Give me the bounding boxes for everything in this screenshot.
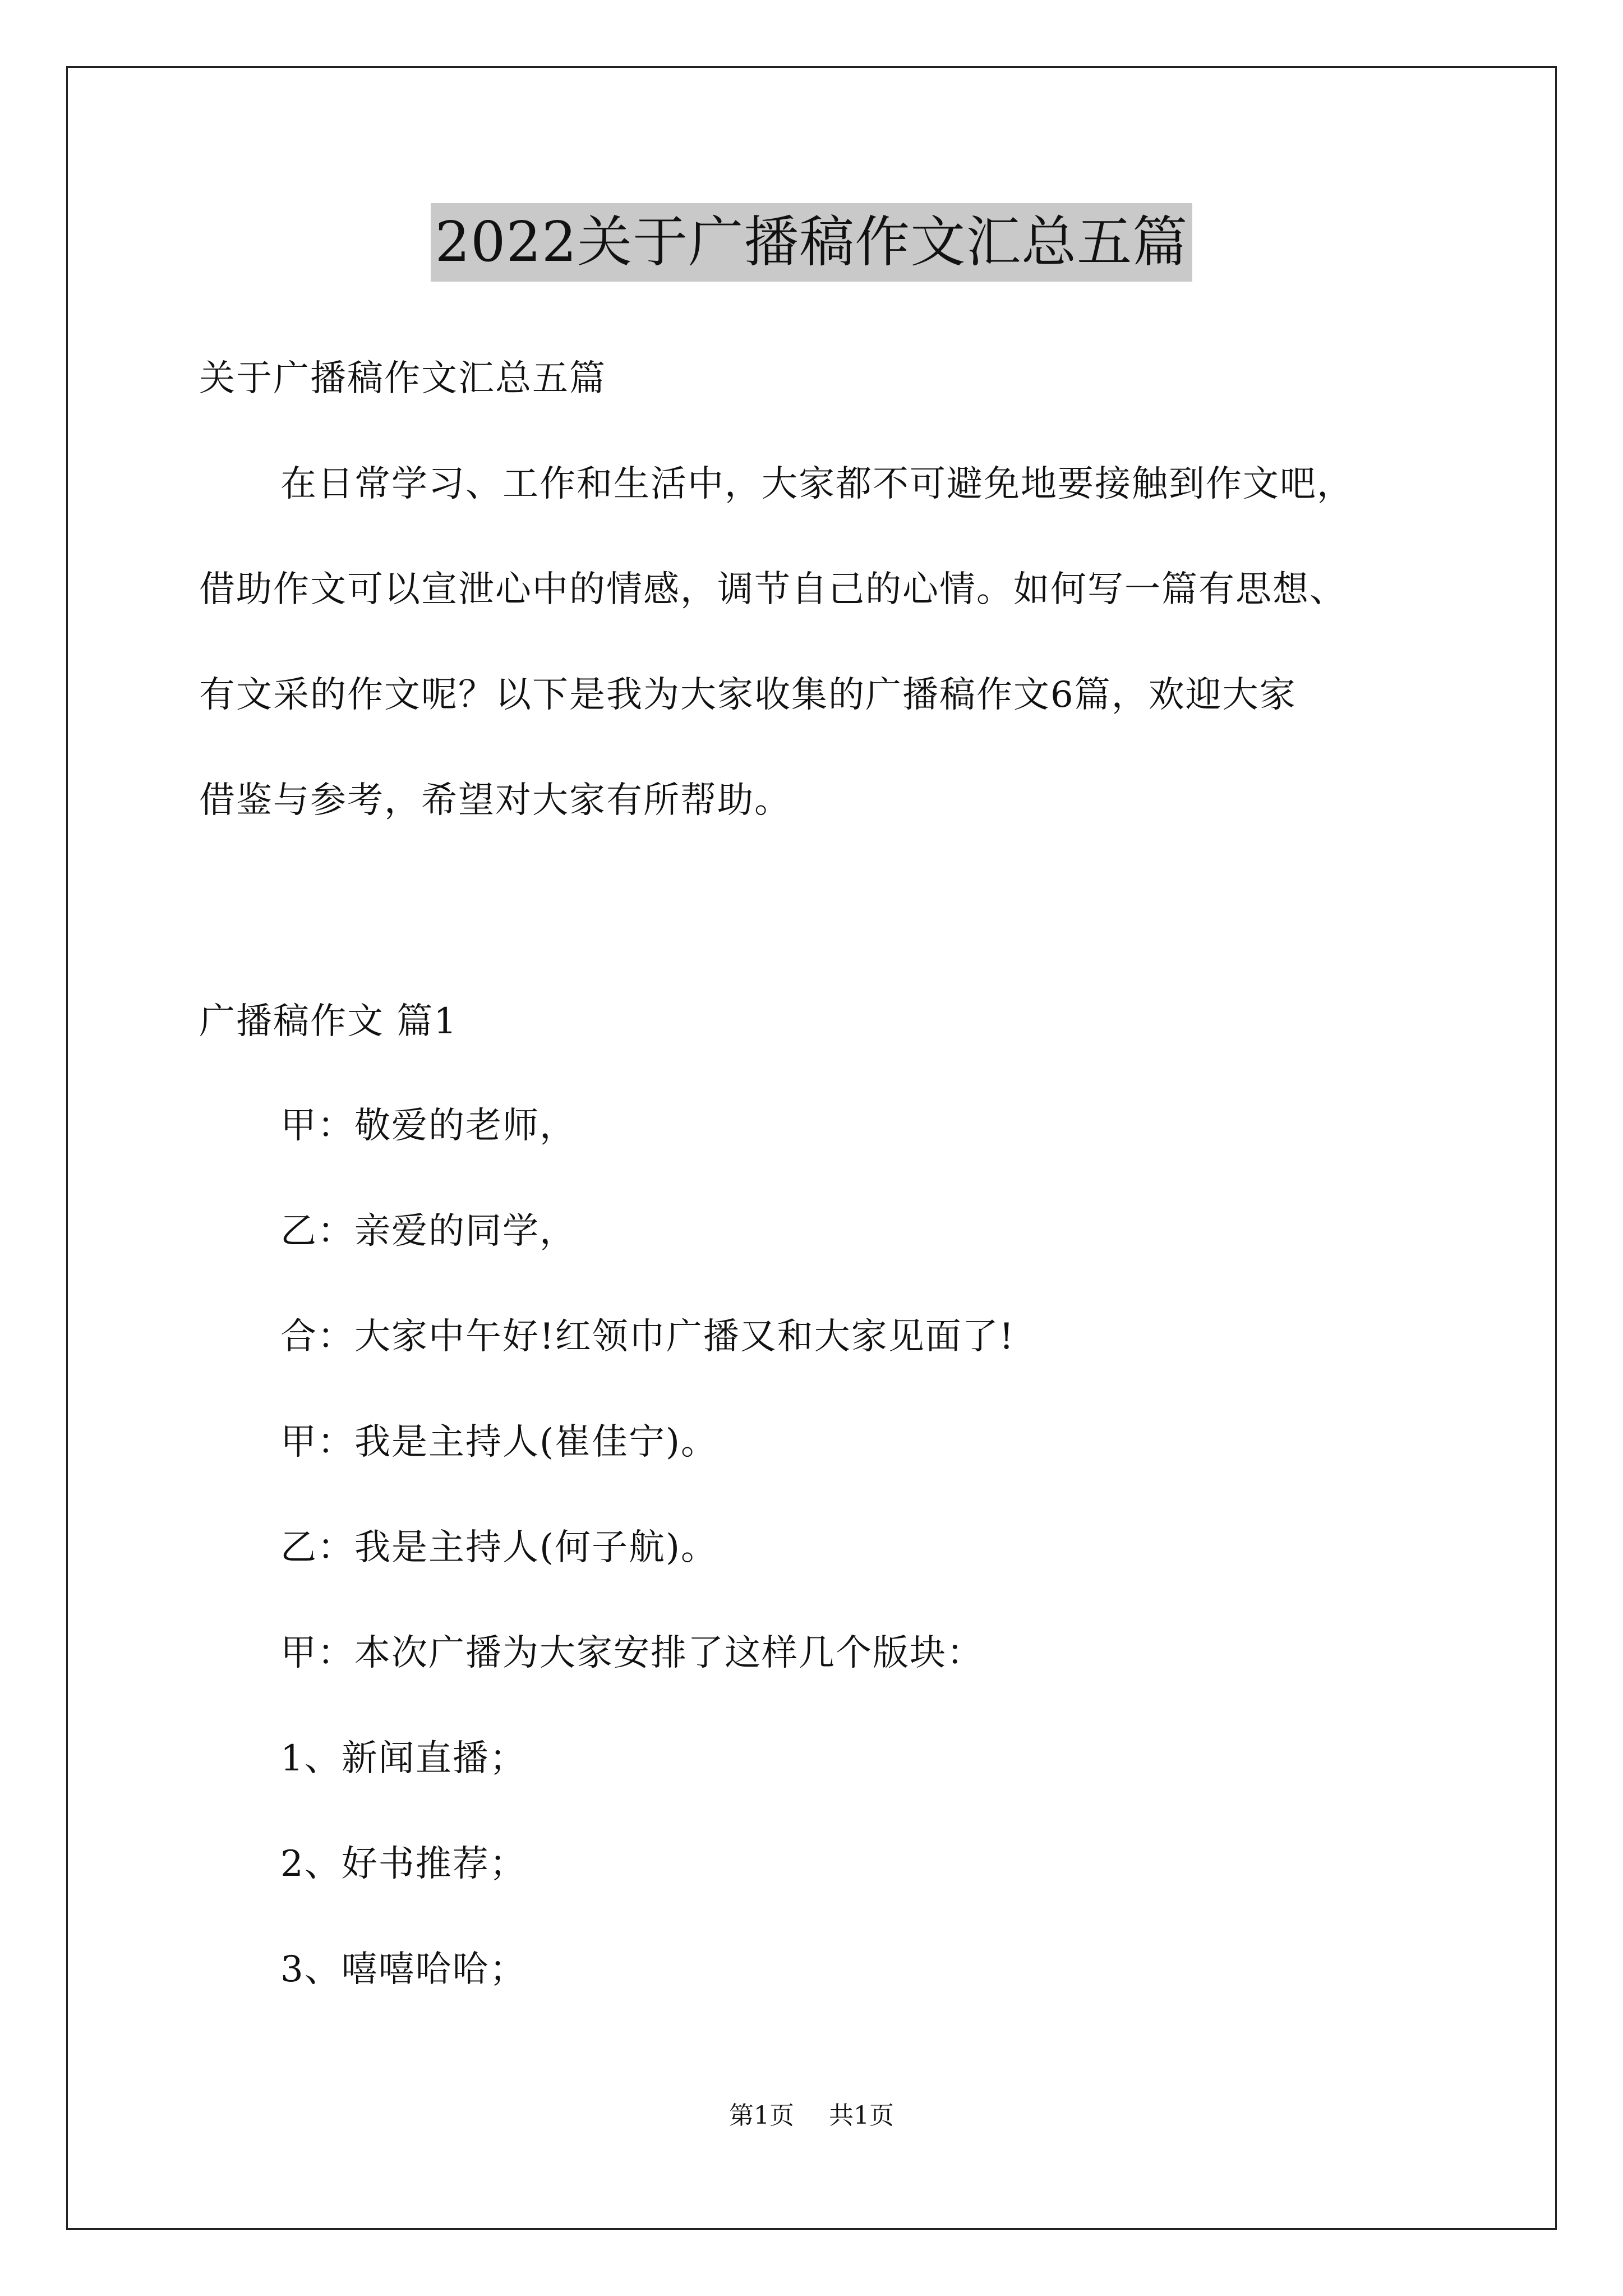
body-line: 甲：我是主持人(崔佳宁)。 xyxy=(280,1421,718,1463)
title-block xyxy=(0,203,1623,282)
page-footer xyxy=(0,2099,1623,2133)
section-heading: 广播稿作文 篇1 xyxy=(199,1001,458,1042)
body-line: 合：大家中午好!红领巾广播又和大家见面了! xyxy=(280,1316,1015,1358)
document-subtitle: 关于广播稿作文汇总五篇 xyxy=(199,358,606,399)
page-number: 第1页 xyxy=(729,2101,794,2130)
intro-line: 有文采的作文呢？以下是我为大家收集的广播稿作文6篇，欢迎大家 xyxy=(199,674,1297,716)
intro-line: 借鉴与参考，希望对大家有所帮助。 xyxy=(199,780,791,821)
body-line: 甲：敬爱的老师， xyxy=(280,1105,577,1147)
list-item: 2、好书推荐； xyxy=(280,1843,527,1885)
page-count: 共1页 xyxy=(829,2101,894,2130)
list-item: 3、嘻嘻哈哈； xyxy=(280,1949,527,1990)
intro-line: 在日常学习、工作和生活中，大家都不可避免地要接触到作文吧， xyxy=(280,463,1354,505)
intro-line: 借助作文可以宣泄心中的情感，调节自己的心情。如何写一篇有思想、 xyxy=(199,569,1347,610)
body-line: 乙：我是主持人(何子航)。 xyxy=(280,1527,718,1568)
list-item: 1、新闻直播； xyxy=(280,1738,527,1779)
body-line: 乙：亲爱的同学， xyxy=(280,1211,577,1252)
body-line: 甲：本次广播为大家安排了这样几个版块： xyxy=(280,1632,984,1674)
document-title: 2022关于广播稿作文汇总五篇 xyxy=(431,203,1192,282)
